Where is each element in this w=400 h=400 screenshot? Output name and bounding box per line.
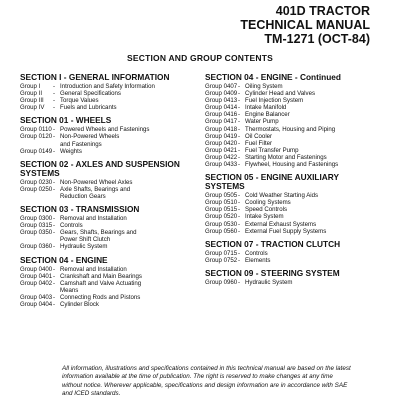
group-number: Group 0560: [205, 227, 238, 235]
group-title: Controls: [60, 222, 83, 230]
group-entry: [20, 133, 203, 147]
section-block: [20, 116, 203, 154]
header-model: 401D TRACTOR: [275, 4, 370, 18]
group-number: Group 0960: [205, 278, 238, 286]
group-number: Group 0715: [205, 249, 238, 257]
group-number: Group 0402: [20, 279, 53, 287]
group-separator: -: [53, 229, 56, 237]
group-entry: [20, 266, 203, 273]
group-title: Fuel Transfer Pump: [245, 146, 299, 154]
group-title: Elements: [245, 256, 271, 264]
group-title: Connecting Rods and Pistons: [60, 293, 141, 301]
group-title: Hydraulic System: [60, 243, 108, 251]
group-number: Group 0230: [20, 178, 53, 186]
group-title: Non-Powered Wheels and Fastenings: [60, 133, 120, 148]
group-title: Speed Controls: [245, 206, 288, 214]
group-title: Removal and Installation: [60, 265, 127, 273]
section-block: [20, 73, 203, 111]
group-title: Intake System: [245, 213, 284, 221]
group-entry: [20, 90, 203, 97]
header-manual-number: TM-1271 (OCT-84): [264, 32, 370, 46]
group-entry: [205, 111, 383, 118]
group-number: Group 0414: [205, 104, 238, 112]
group-number: Group III: [20, 97, 44, 105]
group-number: Group 0409: [205, 90, 238, 98]
group-entry: [20, 301, 203, 308]
group-separator: -: [53, 104, 56, 112]
left-column: [20, 73, 203, 313]
group-entry: [205, 213, 383, 220]
group-separator: -: [53, 90, 56, 98]
group-separator: -: [53, 133, 56, 141]
group-separator: -: [238, 220, 241, 228]
group-title: Hydraulic System: [245, 278, 293, 286]
section-block: [205, 173, 383, 235]
group-entry: [20, 83, 203, 90]
group-title: Flywheel, Housing and Fastenings: [245, 161, 339, 169]
group-separator: -: [238, 161, 241, 169]
group-title: Introduction and Safety Information: [60, 83, 155, 90]
group-separator: -: [238, 104, 241, 112]
group-entry: [20, 294, 203, 301]
group-entry: [205, 199, 383, 206]
group-title: Water Pump: [245, 118, 279, 126]
group-separator: -: [238, 249, 241, 257]
group-entry: [20, 215, 203, 222]
group-title: General Specifications: [60, 90, 121, 98]
group-separator: -: [53, 185, 56, 193]
group-separator: -: [238, 125, 241, 133]
contents-title: SECTION AND GROUP CONTENTS: [127, 53, 273, 63]
group-entry: [205, 192, 383, 199]
group-entry: [20, 126, 203, 133]
group-separator: -: [53, 279, 56, 287]
group-number: Group 0752: [205, 256, 238, 264]
group-title: Engine Balancer: [245, 111, 290, 119]
group-separator: -: [238, 256, 241, 264]
group-separator: -: [238, 90, 241, 98]
group-entry: [205, 221, 383, 228]
group-title: Fuel Filter: [245, 139, 273, 147]
group-number: Group 0433: [205, 161, 238, 169]
group-entry: [20, 273, 203, 280]
group-separator: -: [238, 111, 241, 119]
group-number: Group 0401: [20, 272, 53, 280]
group-entry: [205, 161, 383, 168]
section-title: SECTION 09 - STEERING SYSTEM: [205, 267, 340, 278]
group-separator: -: [53, 178, 56, 186]
group-number: Group 0300: [20, 215, 53, 223]
group-separator: -: [238, 206, 241, 214]
group-title: Cylinder Block: [60, 300, 99, 308]
group-number: Group 0404: [20, 300, 53, 308]
group-entry: [205, 140, 383, 147]
group-number: Group 0417: [205, 118, 238, 126]
group-entry: [205, 83, 383, 90]
group-entry: [20, 104, 203, 111]
section-block: [205, 240, 383, 264]
group-number: Group I: [20, 83, 41, 90]
group-number: Group 0530: [205, 220, 238, 228]
group-separator: -: [238, 213, 241, 221]
group-number: Group 0149: [20, 147, 53, 155]
group-number: Group 0520: [205, 213, 238, 221]
group-number: Group 0515: [205, 206, 238, 214]
group-number: Group 0407: [205, 83, 238, 90]
group-title: Controls: [245, 249, 268, 257]
group-entry: [205, 118, 383, 125]
group-title: Weights: [60, 147, 82, 155]
group-entry: [205, 90, 383, 97]
group-title: Powered Wheels and Fastenings: [60, 126, 150, 134]
group-separator: -: [238, 83, 241, 90]
group-number: Group 0360: [20, 243, 53, 251]
section-title: SECTION 04 - ENGINE - Continued: [205, 72, 341, 82]
group-entry: [20, 97, 203, 104]
manual-header: [240, 4, 370, 46]
group-number: Group 0110: [20, 126, 52, 134]
group-number: Group 0400: [20, 265, 53, 273]
group-entry: [20, 243, 203, 250]
group-separator: -: [53, 215, 56, 223]
group-separator: -: [238, 139, 241, 147]
group-title: Oil Cooler: [245, 132, 273, 140]
group-number: Group 0350: [20, 229, 53, 237]
group-number: Group 0120: [20, 133, 53, 141]
group-entry: [205, 250, 383, 257]
group-title: Cooling Systems: [245, 199, 291, 207]
group-separator: -: [238, 278, 241, 286]
section-title: SECTION 05 - ENGINE AUXILIARY SYSTEMS: [205, 172, 339, 192]
group-separator: -: [53, 126, 56, 134]
group-separator: -: [238, 146, 241, 154]
group-title: Torque Values: [60, 97, 99, 105]
group-number: Group 0510: [205, 199, 238, 207]
group-number: Group IV: [20, 104, 45, 112]
group-separator: -: [53, 97, 56, 105]
disclaimer-text: All information, illustrations and specifications contained in this technical manual are based on the latest information available at the time of publication. The right is reserved to make changes at any time without notice. Wherever applicable, specifications and design information are in accordance with SAE and ICED standards.: [62, 365, 351, 398]
group-title: Intake Manifold: [245, 104, 287, 112]
group-separator: -: [238, 192, 241, 200]
group-number: Group 0420: [205, 139, 238, 147]
group-separator: -: [53, 147, 56, 155]
section-title: SECTION 02 - AXLES AND SUSPENSION SYSTEMS: [20, 158, 180, 178]
group-entry: [205, 97, 383, 104]
group-separator: -: [53, 265, 56, 273]
section-block: [205, 269, 383, 286]
group-title: Cylinder Head and Valves: [245, 90, 316, 98]
group-number: Group 0416: [205, 111, 238, 119]
group-title: External Fuel Supply Systems: [245, 227, 327, 235]
group-separator: -: [238, 199, 241, 207]
group-entry: [205, 228, 383, 235]
group-number: Group 0315: [20, 222, 53, 230]
group-title: Non-Powered Wheel Axles: [60, 178, 133, 186]
group-number: Group 0419: [205, 132, 238, 140]
group-entry: [205, 154, 383, 161]
group-title: Thermostats, Housing and Piping: [245, 125, 336, 133]
group-entry: [20, 229, 203, 243]
group-separator: -: [53, 222, 56, 230]
header-manual-type: TECHNICAL MANUAL: [240, 18, 370, 32]
group-number: Group 0250: [20, 185, 53, 193]
group-entry: [205, 257, 383, 264]
group-title: Removal and Installation: [60, 215, 127, 223]
section-title: SECTION 03 - TRANSMISSION: [20, 204, 140, 215]
group-entry: [205, 147, 383, 154]
group-title: Crankshaft and Main Bearings: [60, 272, 142, 280]
group-separator: -: [53, 300, 56, 308]
right-column: [205, 73, 383, 291]
group-separator: -: [238, 132, 241, 140]
group-separator: -: [238, 97, 241, 105]
group-entry: [205, 206, 383, 213]
group-title: Camshaft and Valve Actuating Means: [60, 279, 142, 294]
group-number: Group 0422: [205, 153, 238, 161]
group-number: Group II: [20, 90, 43, 98]
group-title: Oiling System: [245, 83, 283, 90]
group-separator: -: [238, 118, 241, 126]
section-title: SECTION 04 - ENGINE: [20, 254, 108, 265]
group-title: External Exhaust Systems: [245, 220, 317, 228]
group-title: Starting Motor and Fastenings: [245, 153, 327, 161]
group-number: Group 0418: [205, 125, 238, 133]
group-entry: [205, 126, 383, 133]
section-block: [20, 160, 203, 200]
section-title: SECTION I - GENERAL INFORMATION: [20, 72, 170, 82]
group-entry: [20, 179, 203, 186]
group-number: Group 0505: [205, 192, 238, 200]
group-number: Group 0421: [205, 146, 238, 154]
section-block: [20, 205, 203, 250]
group-separator: -: [53, 272, 56, 280]
group-title: Cold Weather Starting Aids: [245, 192, 319, 200]
group-title: Fuels and Lubricants: [60, 104, 117, 112]
group-title: Gears, Shafts, Bearings and Power Shift Clutch: [60, 229, 137, 244]
group-entry: [20, 280, 203, 294]
group-title: Fuel Injection System: [245, 97, 304, 105]
group-number: Group 0413: [205, 97, 238, 105]
group-separator: -: [53, 243, 56, 251]
section-title: SECTION 01 - WHEELS: [20, 115, 112, 126]
group-entry: [20, 186, 203, 200]
group-title: Axle Shafts, Bearings and Reduction Gears: [60, 185, 131, 200]
group-separator: -: [238, 153, 241, 161]
section-title: SECTION 07 - TRACTION CLUTCH: [205, 238, 341, 249]
group-entry: [20, 148, 203, 155]
group-separator: -: [238, 227, 241, 235]
group-entry: [20, 222, 203, 229]
section-block: [20, 256, 203, 309]
group-entry: [205, 104, 383, 111]
group-separator: -: [53, 293, 56, 301]
group-number: Group 0403: [20, 293, 53, 301]
group-separator: -: [53, 83, 56, 90]
section-block: [205, 73, 383, 168]
group-entry: [205, 279, 383, 286]
group-entry: [205, 133, 383, 140]
